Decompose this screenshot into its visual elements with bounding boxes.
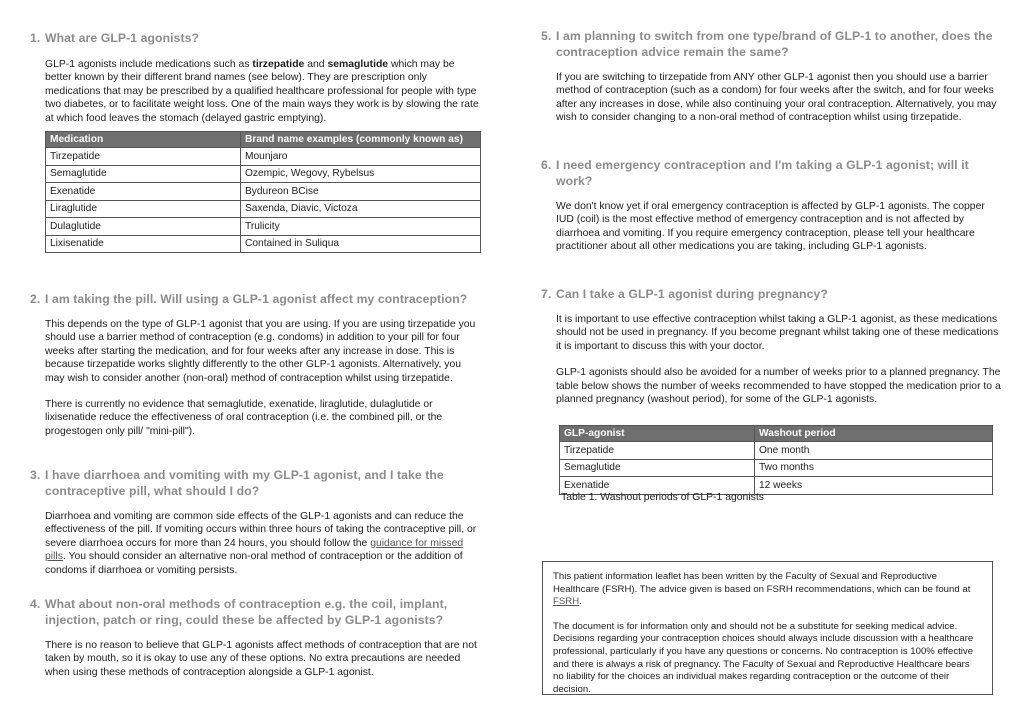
paragraph: GLP-1 agonists include medications such as tirzepatide and semaglutide which may be better known by their different brand names (see below). They are prescription only medications that may be prescribed by a qualified healthcare professional for people with type two diabetes, or to facilitate weight loss. One of the main ways they work is by slowing the rate at which food leaves the stomach (delayed gastric emptying). — [45, 59, 479, 124]
cell-medication: Liraglutide — [46, 200, 241, 218]
fsrh-link[interactable]: FSRH — [553, 596, 580, 608]
table-row — [46, 165, 481, 183]
cell-brand: Mounjaro — [241, 148, 481, 166]
section-body — [556, 200, 997, 254]
table-row — [46, 148, 481, 166]
section-number: 2. — [30, 292, 41, 306]
table-caption: Table 1. Washout periods of GLP-1 agonists — [561, 492, 764, 503]
brand-names-table — [45, 131, 481, 253]
paragraph: If you are switching to tirzepatide from ANY other GLP-1 agonist then you should use a barrier method of contraception (such as a condom) for four weeks after the switch, and for four weeks after any increases in dose, while also continuing your oral contraception. Alternatively, you may wish to consider changing to a non-oral method of contraception whilst using tirzepatide. — [556, 72, 997, 124]
section-2 — [30, 291, 482, 438]
section-title: Can I take a GLP-1 agonist during pregnancy? — [556, 287, 828, 301]
cell-washout: One month — [755, 442, 993, 460]
table-row — [46, 200, 481, 218]
section-title: What are GLP-1 agonists? — [45, 31, 200, 45]
cell-medication: Semaglutide — [46, 165, 241, 183]
missed-pills-guidance-link[interactable]: guidance for missed pills — [45, 537, 464, 563]
paragraph: Diarrhoea and vomiting are common side effects of the GLP-1 agonists and can reduce the effectiveness of the pill. If vomiting occurs within three hours of taking the contraceptive pill, or severe diarrhoea occurs for more than 24 hours, you should follow the guidance for missed pills. You should consider an alternative non-oral method of contraception or the addition of condoms if diarrhoea or vomiting persists. — [45, 511, 477, 576]
table-row — [560, 442, 993, 460]
section-heading — [541, 28, 997, 60]
table-row — [560, 459, 993, 477]
table-header-row — [560, 426, 993, 442]
section-title: I am planning to switch from one type/brand of GLP-1 to another, does the contraception advice remain the same? — [556, 29, 993, 59]
section-number: 1. — [30, 31, 41, 45]
table-row — [46, 235, 481, 253]
section-body — [45, 639, 482, 679]
washout-period-table — [559, 425, 993, 495]
disclaimer-paragraph: This patient information leaflet has been written by the Faculty of Sexual and Reproductive Healthcare (FSRH). The advice given is based on FSRH recommendations, which can be found at FSRH. — [553, 571, 971, 608]
cell-brand: Bydureon BCise — [241, 183, 481, 201]
section-heading — [30, 291, 482, 307]
cell-washout: 12 weeks — [755, 477, 993, 495]
cell-brand: Ozempic, Wegovy, Rybelsus — [241, 165, 481, 183]
paragraph: GLP-1 agonists should also be avoided for a number of weeks prior to a planned pregnancy. The table below shows the number of weeks recommended to have stopped the medication prior to a planned pregnancy (washout period), for some of the GLP-1 agonists. — [556, 367, 1001, 406]
paragraph: There is no reason to believe that GLP-1 agonists affect methods of contraception that are not taken by mouth, so it is okay to use any of these options. No extra precautions are needed when using these methods of contraception alongside a GLP-1 agonist. — [45, 640, 477, 678]
section-1 — [30, 30, 480, 125]
section-heading — [541, 286, 1003, 302]
paragraph: We don't know yet if oral emergency contraception is affected by GLP-1 agonists. The copper IUD (coil) is the most effective method of emergency contraception and is not affected by diarrhoea and vomiting. If you require emergency contraception, please tell your healthcare practitioner about all other medications you are taking, including GLP-1 agonists. — [556, 201, 985, 253]
bold-term-semaglutide: semaglutide — [327, 59, 389, 70]
section-6 — [541, 157, 997, 254]
cell-brand: Saxenda, Diavic, Victoza — [241, 200, 481, 218]
paragraph: There is currently no evidence that semaglutide, exenatide, liraglutide, dulaglutide or lixisenatide reduce the effectiveness of oral contraception (i.e. the combined pill, or the progestogen only pill/ "mini-pill"). — [45, 399, 443, 437]
section-body — [45, 510, 482, 577]
cell-medication: Exenatide — [46, 183, 241, 201]
column-header: Medication — [46, 132, 241, 148]
section-body — [45, 58, 480, 125]
section-number: 4. — [30, 597, 41, 611]
section-heading — [30, 596, 482, 628]
table-row — [46, 183, 481, 201]
section-3 — [30, 467, 482, 577]
cell-agonist: Exenatide — [560, 477, 755, 495]
cell-medication: Dulaglutide — [46, 218, 241, 236]
section-heading — [30, 30, 480, 46]
cell-medication: Tirzepatide — [46, 148, 241, 166]
section-body — [556, 71, 997, 125]
bold-term-tirzepatide: tirzepatide — [252, 59, 305, 70]
section-body — [556, 313, 1003, 406]
cell-medication: Lixisenatide — [46, 235, 241, 253]
table-header-row — [46, 132, 481, 148]
section-title: I have diarrhoea and vomiting with my GLP-1 agonist, and I take the contraceptive pill, what should I do? — [45, 468, 444, 498]
section-number: 6. — [541, 158, 552, 172]
section-title: I need emergency contraception and I'm taking a GLP-1 agonist; will it work? — [556, 158, 969, 188]
cell-brand: Contained in Suliqua — [241, 235, 481, 253]
disclaimer-paragraph: The document is for information only and should not be a substitute for seeking medical advice. Decisions regarding your contraception choices should always include discussion with a healthcare professional, particularly if you have any questions or concerns. No contraception is 100% effective and there is always a risk of pregnancy. The Faculty of Sexual and Reproductive Healthcare bears no liability for the choices an individual makes regarding contraception or the outcome of their decision. — [553, 620, 974, 695]
disclaimer-box — [542, 561, 993, 695]
section-title: I am taking the pill. Will using a GLP-1 agonist affect my contraception? — [45, 292, 468, 306]
section-title: What about non-oral methods of contraception e.g. the coil, implant, injection, patch or ring, could these be affected by GLP-1 agonists? — [45, 597, 448, 627]
section-4 — [30, 596, 482, 679]
section-number: 5. — [541, 29, 552, 43]
column-header: Washout period — [755, 426, 993, 442]
section-number: 7. — [541, 287, 552, 301]
section-5 — [541, 28, 997, 125]
column-header: GLP-agonist — [560, 426, 755, 442]
cell-brand: Trulicity — [241, 218, 481, 236]
column-header: Brand name examples (commonly known as) — [241, 132, 481, 148]
paragraph: It is important to use effective contraception whilst taking a GLP-1 agonist, as these medications should not be used in pregnancy. If you become pregnant whilst taking one of these medications it is important to discuss this with your doctor. — [556, 314, 999, 352]
table-row — [46, 218, 481, 236]
paragraph: This depends on the type of GLP-1 agonist that you are using. If you are using tirzepatide you should use a barrier method of contraception (e.g. condoms) in addition to your pill for four weeks after starting the medication, and for four weeks after any increase in dose. This is because tirzepatide works slightly differently to the other GLP-1 agonists. Alternatively, you may wish to consider another (non-oral) method of contraception whilst using tirzepatide. — [45, 319, 476, 384]
cell-agonist: Tirzepatide — [560, 442, 755, 460]
section-heading — [30, 467, 482, 499]
section-body — [45, 318, 482, 438]
section-number: 3. — [30, 468, 41, 482]
section-7 — [541, 286, 1003, 406]
section-heading — [541, 157, 997, 189]
cell-washout: Two months — [755, 459, 993, 477]
cell-agonist: Semaglutide — [560, 459, 755, 477]
